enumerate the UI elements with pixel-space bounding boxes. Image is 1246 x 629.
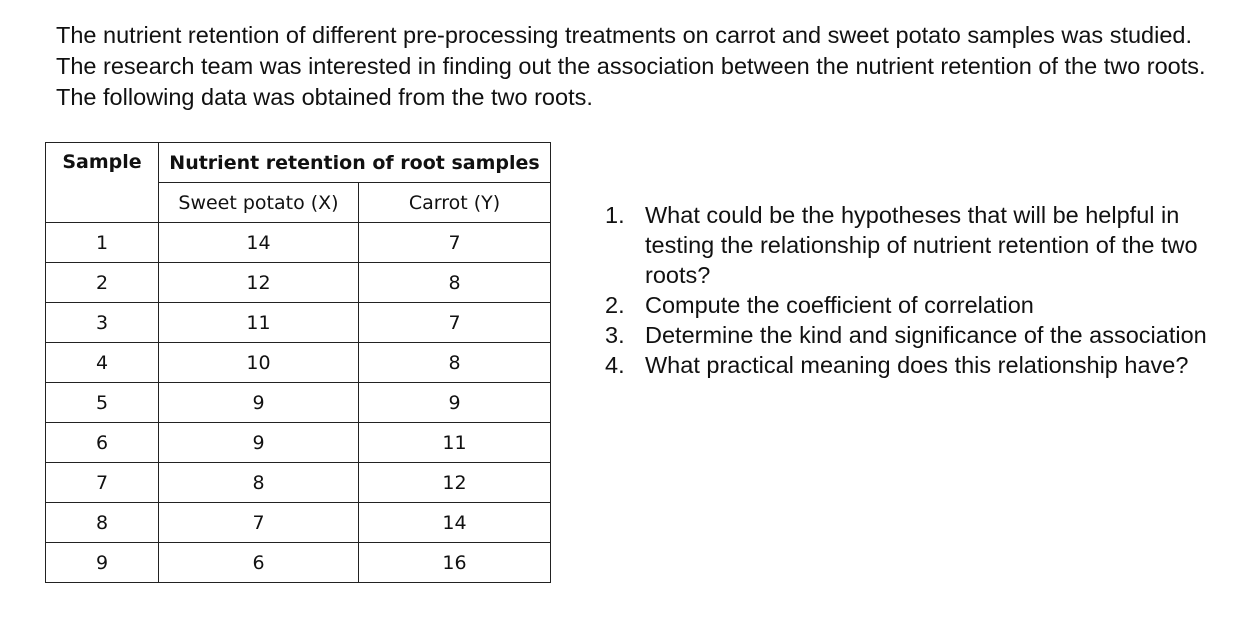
sample-cell: 2 <box>46 263 159 303</box>
question-number: 2. <box>605 292 625 318</box>
x-cell: 12 <box>159 263 359 303</box>
table-row <box>46 383 551 423</box>
group-column-header: Nutrient retention of root samples <box>159 143 551 183</box>
sample-cell: 4 <box>46 343 159 383</box>
question-text: What could be the hypotheses that will be helpful in testing the relationship of nutrient retention of the two roots? <box>645 202 1198 288</box>
x-cell: 14 <box>159 223 359 263</box>
intro-paragraph: The nutrient retention of different pre-processing treatments on carrot and sweet potato samples was studied. The research team was interested in finding out the association between the nutrient retention of the two roots. The following data was obtained from the two roots. <box>56 22 1206 110</box>
table-row <box>46 223 551 263</box>
question-list <box>605 200 1225 380</box>
question-item <box>605 200 1225 290</box>
y-cell: 7 <box>359 223 551 263</box>
y-cell: 14 <box>359 503 551 543</box>
question-item <box>605 320 1225 350</box>
sample-cell: 5 <box>46 383 159 423</box>
table-row <box>46 263 551 303</box>
table-row <box>46 503 551 543</box>
sample-cell: 3 <box>46 303 159 343</box>
question-number: 4. <box>605 352 625 378</box>
table-row <box>46 343 551 383</box>
x-cell: 9 <box>159 383 359 423</box>
x-cell: 11 <box>159 303 359 343</box>
sample-cell: 8 <box>46 503 159 543</box>
table-row <box>46 303 551 343</box>
question-text: Compute the coefficient of correlation <box>645 292 1034 318</box>
x-cell: 8 <box>159 463 359 503</box>
question-number: 1. <box>605 202 625 228</box>
x-cell: 7 <box>159 503 359 543</box>
nutrient-retention-table <box>45 142 551 583</box>
x-column-header: Sweet potato (X) <box>159 183 359 223</box>
question-text: Determine the kind and significance of the association <box>645 322 1207 348</box>
y-cell: 8 <box>359 263 551 303</box>
y-cell: 11 <box>359 423 551 463</box>
question-number: 3. <box>605 322 625 348</box>
y-cell: 16 <box>359 543 551 583</box>
sample-column-header: Sample <box>46 143 159 223</box>
sample-cell: 9 <box>46 543 159 583</box>
x-cell: 6 <box>159 543 359 583</box>
question-item <box>605 290 1225 320</box>
table-row <box>46 463 551 503</box>
x-cell: 10 <box>159 343 359 383</box>
sample-cell: 1 <box>46 223 159 263</box>
y-cell: 9 <box>359 383 551 423</box>
table-row <box>46 543 551 583</box>
table-row <box>46 423 551 463</box>
sample-cell: 6 <box>46 423 159 463</box>
y-cell: 7 <box>359 303 551 343</box>
question-item <box>605 350 1225 380</box>
question-text: What practical meaning does this relationship have? <box>645 352 1189 378</box>
x-cell: 9 <box>159 423 359 463</box>
sample-cell: 7 <box>46 463 159 503</box>
y-column-header: Carrot (Y) <box>359 183 551 223</box>
y-cell: 12 <box>359 463 551 503</box>
y-cell: 8 <box>359 343 551 383</box>
